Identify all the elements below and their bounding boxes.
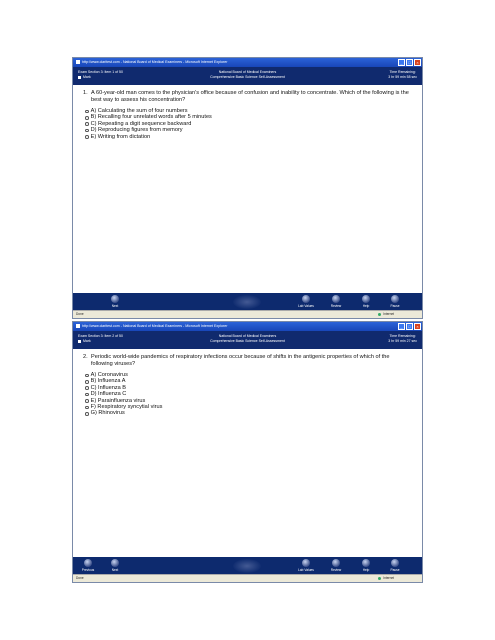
radio-icon[interactable] (85, 135, 89, 139)
time-label: Time Remaining: (389, 334, 416, 338)
answer-option[interactable]: B) Influenza A (85, 379, 412, 385)
answer-option[interactable]: C) Repeating a digit sequence backward (85, 121, 412, 127)
lab-values-icon (302, 295, 310, 303)
status-bar (73, 310, 422, 318)
pause-button[interactable]: Pause (384, 295, 406, 308)
status-bar (73, 574, 422, 582)
window-title: http://www.claritest.com - National Board of Medical Examiners - Microsoft Internet Explorer (82, 324, 228, 328)
radio-icon[interactable] (85, 116, 89, 120)
time-value: 3 hr 59 min 58 sec (388, 75, 417, 79)
browser-window-1 (72, 57, 423, 319)
close-button[interactable]: × (414, 59, 421, 66)
mark-checkbox[interactable]: Mark (78, 339, 123, 344)
question-area (73, 349, 422, 422)
board-name: National Board of Medical Examiners (218, 70, 277, 74)
help-button[interactable]: Help (355, 559, 377, 572)
maximize-button[interactable]: □ (406, 323, 413, 330)
section-label: Exam Section 3: Item 1 of 50 (78, 70, 123, 74)
answer-option[interactable]: D) Influenza C (85, 391, 412, 397)
radio-icon[interactable] (85, 393, 89, 397)
radio-icon[interactable] (85, 386, 89, 390)
radio-icon[interactable] (85, 374, 89, 378)
review-icon (332, 559, 340, 567)
lab-values-icon (302, 559, 310, 567)
exam-name: Comprehensive Basic Science Self-Assessment (210, 75, 285, 79)
help-icon (362, 295, 370, 303)
globe-icon (378, 313, 381, 316)
answer-option[interactable]: E) Writing from dictation (85, 134, 412, 140)
security-zone: Internet (378, 575, 394, 581)
answer-option[interactable]: F) Respiratory syncytial virus (85, 404, 412, 410)
radio-icon[interactable] (85, 122, 89, 126)
minimize-button[interactable]: _ (398, 323, 405, 330)
exam-footer (73, 293, 422, 311)
section-label: Exam Section 3: Item 2 of 50 (78, 334, 123, 338)
answer-option[interactable]: A) Calculating the sum of four numbers (85, 108, 412, 114)
lab-values-button[interactable]: Lab Values (295, 295, 317, 308)
pause-button[interactable]: Pause (384, 559, 406, 572)
title-bar (73, 322, 422, 331)
security-zone: Internet (378, 311, 394, 317)
exam-footer (73, 557, 422, 575)
status-text: Done (76, 312, 84, 316)
radio-icon[interactable] (85, 406, 89, 410)
help-button[interactable]: Help (355, 295, 377, 308)
exam-name: Comprehensive Basic Science Self-Assessment (210, 339, 285, 343)
ie-icon (76, 324, 80, 328)
answer-option[interactable]: A) Coronavirus (85, 372, 412, 378)
pause-icon (391, 559, 399, 567)
answer-option[interactable]: B) Recalling four unrelated words after 5 minutes (85, 115, 412, 121)
browser-window-2 (72, 321, 423, 583)
previous-icon (84, 559, 92, 567)
status-text: Done (76, 576, 84, 580)
radio-icon[interactable] (85, 129, 89, 133)
maximize-button[interactable]: □ (406, 59, 413, 66)
nbme-seal-logo (233, 559, 261, 573)
answer-option[interactable]: C) Influenza B (85, 385, 412, 391)
question-stem: 1. A 60-year-old man comes to the physician's office because of confusion and inability to concentrate. Which of the following is the best way to assess his concentration? (83, 90, 409, 103)
globe-icon (378, 577, 381, 580)
question-stem: 2. Periodic world-wide pandemics of respiratory infections occur because of shifts in the antigenic properties of which of the following viruses? (83, 354, 390, 367)
time-value: 3 hr 59 min 27 sec (388, 339, 417, 343)
review-button[interactable]: Review (325, 559, 347, 572)
radio-icon[interactable] (85, 380, 89, 384)
close-button[interactable]: × (414, 323, 421, 330)
exam-header (73, 331, 422, 349)
review-icon (332, 295, 340, 303)
previous-button[interactable]: Previous (77, 559, 99, 572)
nbme-seal-logo (233, 295, 261, 309)
review-button[interactable]: Review (325, 295, 347, 308)
board-name: National Board of Medical Examiners (218, 334, 277, 338)
minimize-button[interactable]: _ (398, 59, 405, 66)
lab-values-button[interactable]: Lab Values (295, 559, 317, 572)
next-button[interactable]: Next (104, 559, 126, 572)
radio-icon[interactable] (85, 399, 89, 403)
title-bar (73, 58, 422, 67)
ie-icon (76, 60, 80, 64)
time-label: Time Remaining: (389, 70, 416, 74)
next-icon (111, 559, 119, 567)
exam-header (73, 67, 422, 85)
question-area (73, 85, 422, 145)
next-icon (111, 295, 119, 303)
pause-icon (391, 295, 399, 303)
window-title: http://www.claritest.com - National Board of Medical Examiners - Microsoft Internet Explorer (82, 60, 228, 64)
mark-checkbox[interactable]: Mark (78, 75, 123, 80)
radio-icon[interactable] (85, 412, 89, 416)
radio-icon[interactable] (85, 110, 89, 114)
next-button[interactable]: Next (104, 295, 126, 308)
help-icon (362, 559, 370, 567)
answer-option[interactable]: E) Parainfluenza virus (85, 398, 412, 404)
answer-option[interactable]: G) Rhinovirus (85, 411, 412, 417)
answer-option[interactable]: D) Reproducing figures from memory (85, 127, 412, 133)
